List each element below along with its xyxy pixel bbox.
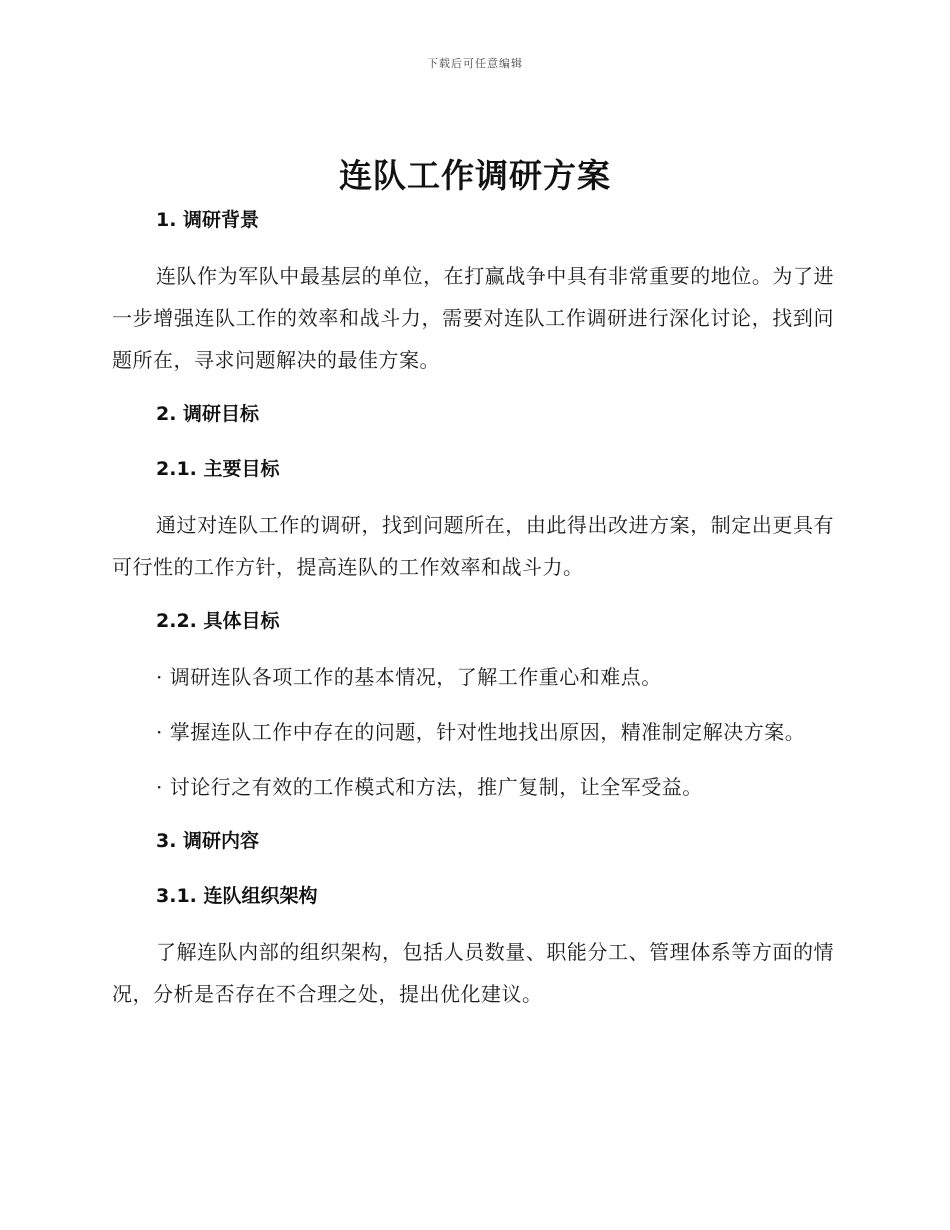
document-body [112,200,834,1028]
paragraph: 通过对连队工作的调研，找到问题所在，由此得出改进方案，制定出更具有可行性的工作方针，提高连队的工作效率和战斗力。 [112,513,834,579]
section-heading: 2. 调研目标 [156,403,260,425]
section-heading: 3. 调研内容 [156,830,260,852]
document-title: 连队工作调研方案 [339,156,611,195]
paragraph: 连队作为军队中最基层的单位，在打赢战争中具有非常重要的地位。为了进一步增强连队工作的效率和战斗力，需要对连队工作调研进行深化讨论，找到问题所在，寻求问题解决的最佳方案。 [112,264,834,372]
header-note: 下载后可任意编辑 [427,57,523,70]
paragraph: 了解连队内部的组织架构，包括人员数量、职能分工、管理体系等方面的情况，分析是否存在不合理之处，提出优化建议。 [112,940,834,1006]
subsection-heading: 3.1. 连队组织架构 [156,885,318,907]
subsection-heading: 2.1. 主要目标 [156,458,280,480]
section-heading: 1. 调研背景 [156,209,260,231]
bullet-item: · 讨论行之有效的工作模式和方法，推广复制，让全军受益。 [156,775,703,799]
bullet-item: · 调研连队各项工作的基本情况，了解工作重心和难点。 [156,665,662,689]
subsection-heading: 2.2. 具体目标 [156,610,280,632]
bullet-item: · 掌握连队工作中存在的问题，针对性地找出原因，精准制定解决方案。 [156,720,806,744]
